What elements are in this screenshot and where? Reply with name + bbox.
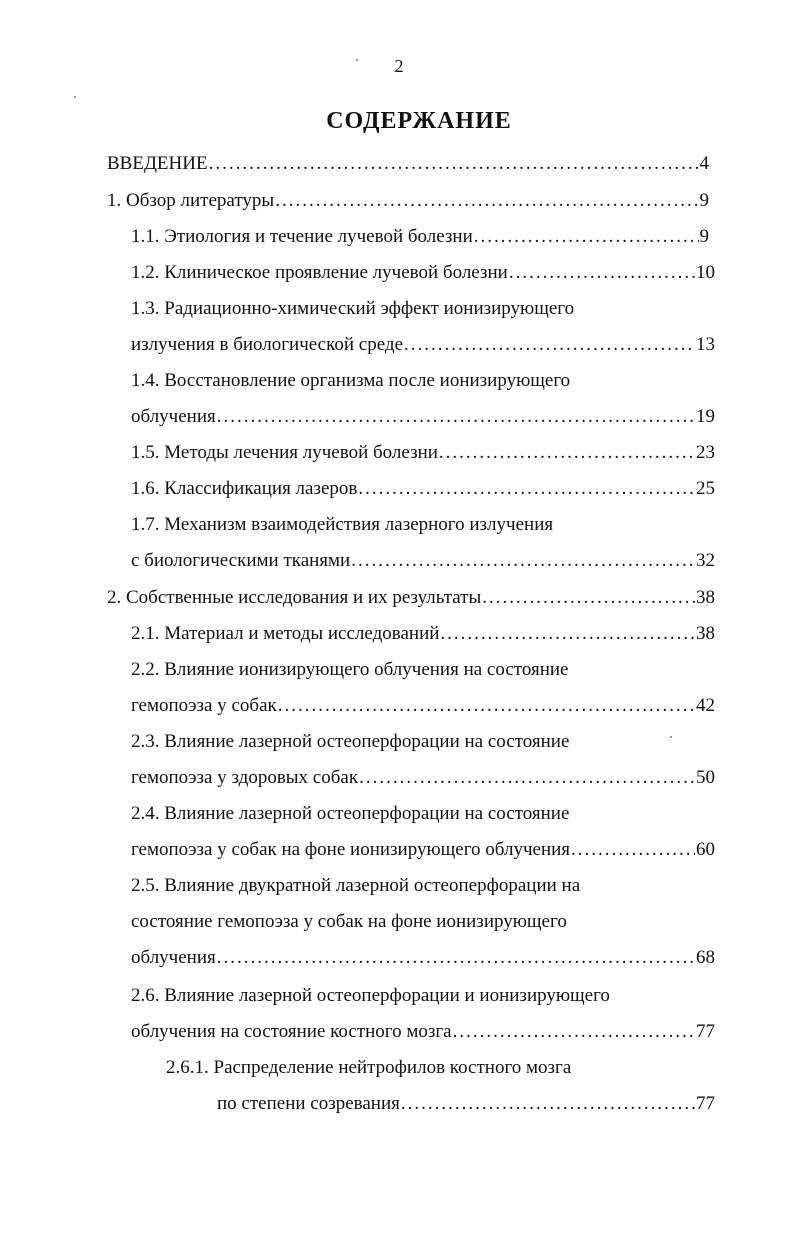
toc-entry-2-6 bbox=[131, 982, 610, 1010]
toc-entry-page: 13 bbox=[696, 334, 715, 355]
leader-dots bbox=[358, 475, 695, 503]
leader-dots bbox=[401, 1090, 695, 1118]
toc-entry-title: излучения в биологической среде bbox=[131, 334, 404, 355]
toc-entry-1-3 bbox=[131, 295, 574, 323]
toc-entry-page: 4 bbox=[699, 153, 709, 174]
toc-entry-title: с биологическими тканями bbox=[131, 550, 351, 571]
toc-entry-page: 50 bbox=[696, 767, 715, 788]
leader-dots bbox=[474, 223, 699, 251]
toc-entry-title: 2.6. Влияние лазерной остеоперфорации и ионизирующего bbox=[131, 985, 610, 1006]
toc-entry-2-3 bbox=[131, 728, 569, 756]
toc-entry-title: гемопоэза у здоровых собак bbox=[131, 767, 359, 788]
toc-entry-title: состояние гемопоэза у собак на фоне ионизирующего bbox=[131, 911, 567, 932]
toc-entry-chapter-1 bbox=[107, 187, 709, 215]
toc-entry-title: 2.6.1. Распределение нейтрофилов костного мозга bbox=[166, 1057, 572, 1078]
leader-dots bbox=[404, 331, 695, 359]
toc-entry-page: 32 bbox=[696, 550, 715, 571]
toc-entry-2-6-1 bbox=[166, 1054, 571, 1082]
leader-dots bbox=[439, 439, 695, 467]
toc-entry-title: 2.2. Влияние ионизирующего облучения на состояние bbox=[131, 659, 569, 680]
toc-entry-title: 1.7. Механизм взаимодействия лазерного излучения bbox=[131, 514, 554, 535]
toc-entry-chapter-2 bbox=[107, 584, 715, 612]
toc-entry-title: 2.5. Влияние двукратной лазерной остеоперфорации на bbox=[131, 875, 581, 896]
toc-entry-title: ВВЕДЕНИЕ bbox=[107, 153, 208, 174]
toc-entry-1-4-continued bbox=[131, 403, 715, 431]
toc-entry-title: облучения bbox=[131, 406, 216, 427]
toc-entry-page: 23 bbox=[696, 442, 715, 463]
leader-dots bbox=[453, 1018, 695, 1046]
leader-dots bbox=[359, 764, 695, 792]
toc-entry-2-1 bbox=[131, 620, 715, 648]
toc-entry-1-7-continued bbox=[131, 547, 715, 575]
toc-entry-1-1 bbox=[131, 223, 709, 251]
toc-entry-title: 2. Собственные исследования и их результаты bbox=[107, 587, 482, 608]
scan-speck bbox=[670, 736, 672, 738]
toc-entry-title: гемопоэза у собак bbox=[131, 695, 277, 716]
leader-dots bbox=[351, 547, 695, 575]
toc-entry-page: 9 bbox=[699, 190, 709, 211]
toc-entry-title: 1.3. Радиационно-химический эффект ионизирующего bbox=[131, 298, 575, 319]
leader-dots bbox=[278, 692, 695, 720]
toc-entry-2-4-continued bbox=[131, 836, 715, 864]
toc-entry-2-3-continued bbox=[131, 764, 715, 792]
toc-entry-1-2 bbox=[131, 259, 715, 287]
toc-entry-page: 9 bbox=[699, 226, 709, 247]
toc-entry-2-2 bbox=[131, 656, 568, 684]
toc-entry-title: 1.4. Восстановление организма после ионизирующего bbox=[131, 370, 571, 391]
leader-dots bbox=[571, 836, 695, 864]
toc-entry-title: облучения bbox=[131, 947, 216, 968]
leader-dots bbox=[440, 620, 695, 648]
toc-entry-page: 38 bbox=[696, 623, 715, 644]
page-number: 2 bbox=[394, 56, 404, 76]
toc-entry-1-3-continued bbox=[131, 331, 715, 359]
toc-entry-title: по степени созревания bbox=[217, 1093, 400, 1114]
toc-entry-2-6-1-continued bbox=[217, 1090, 715, 1118]
toc-entry-2-5-continued bbox=[131, 908, 567, 936]
leader-dots bbox=[509, 259, 695, 287]
toc-entry-2-6-continued bbox=[131, 1018, 715, 1046]
toc-entry-title: 1.1. Этиология и течение лучевой болезни bbox=[131, 226, 473, 247]
toc-entry-2-5-end bbox=[131, 944, 715, 972]
toc-entry-1-6 bbox=[131, 475, 715, 503]
leader-dots bbox=[217, 403, 695, 431]
toc-entry-title: 1.2. Клиническое проявление лучевой болезни bbox=[131, 262, 508, 283]
toc-entry-1-7 bbox=[131, 511, 553, 539]
toc-entry-1-5 bbox=[131, 439, 715, 467]
toc-entry-title: 1.6. Классификация лазеров bbox=[131, 478, 358, 499]
page-title: СОДЕРЖАНИЕ bbox=[326, 108, 512, 134]
leader-dots bbox=[275, 187, 698, 215]
toc-entry-title: 2.3. Влияние лазерной остеоперфорации на состояние bbox=[131, 731, 570, 752]
scan-speck bbox=[356, 59, 358, 61]
leader-dots bbox=[217, 944, 695, 972]
toc-entry-page: 25 bbox=[696, 478, 715, 499]
toc-entry-introduction bbox=[107, 150, 709, 178]
toc-entry-title: 2.1. Материал и методы исследований bbox=[131, 623, 440, 644]
toc-entry-2-2-continued bbox=[131, 692, 715, 720]
toc-entry-2-5 bbox=[131, 872, 580, 900]
toc-entry-title: гемопоэза у собак на фоне ионизирующего облучения bbox=[131, 839, 571, 860]
toc-entry-title: облучения на состояние костного мозга bbox=[131, 1021, 452, 1042]
toc-entry-page: 38 bbox=[696, 587, 715, 608]
leader-dots bbox=[209, 150, 699, 178]
toc-entry-1-4 bbox=[131, 367, 570, 395]
toc-entry-page: 77 bbox=[696, 1093, 715, 1114]
scan-speck bbox=[74, 96, 76, 98]
toc-entry-page: 10 bbox=[696, 262, 715, 283]
toc-entry-title: 1. Обзор литературы bbox=[107, 190, 275, 211]
toc-entry-page: 68 bbox=[696, 947, 715, 968]
toc-entry-title: 1.5. Методы лечения лучевой болезни bbox=[131, 442, 438, 463]
toc-entry-page: 60 bbox=[696, 839, 715, 860]
toc-entry-2-4 bbox=[131, 800, 569, 828]
toc-entry-page: 77 bbox=[696, 1021, 715, 1042]
leader-dots bbox=[482, 584, 695, 612]
toc-entry-page: 42 bbox=[696, 695, 715, 716]
toc-entry-page: 19 bbox=[696, 406, 715, 427]
toc-entry-title: 2.4. Влияние лазерной остеоперфорации на состояние bbox=[131, 803, 570, 824]
